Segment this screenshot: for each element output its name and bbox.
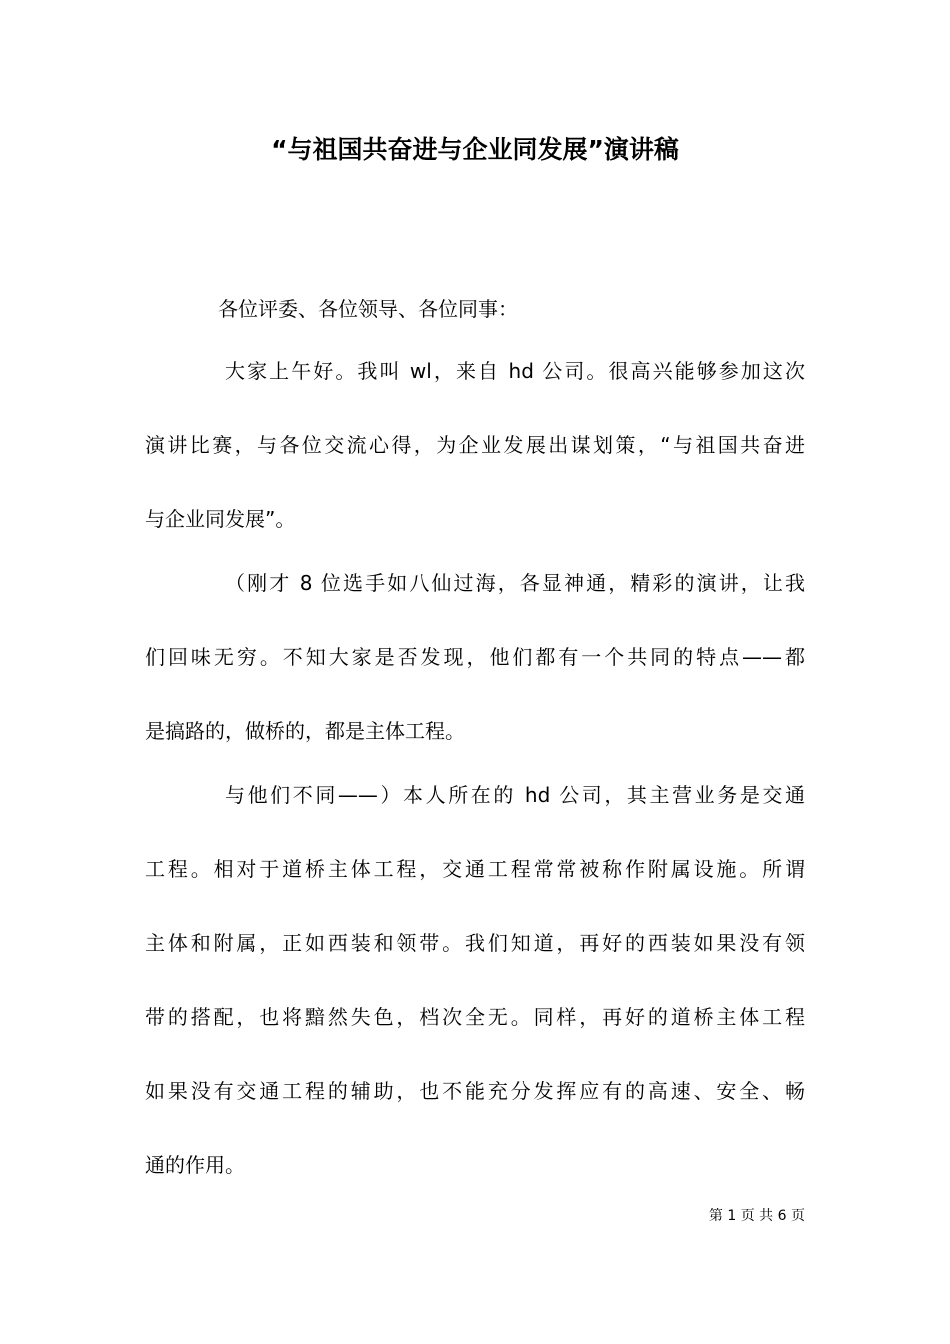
paragraph-line: 工程。相对于道桥主体工程，交通工程常常被称作附属设施。所谓 [145, 857, 805, 881]
paragraph-line: 演讲比赛，与各位交流心得，为企业发展出谋划策，“与祖国共奋进 [145, 433, 805, 457]
salutation: 各位评委、各位领导、各位同事： [218, 297, 518, 321]
paragraph-line: 大家上午好。我叫 wl，来自 hd 公司。很高兴能够参加这次 [225, 359, 805, 383]
paragraph-2 [145, 568, 805, 790]
paragraph-line: 与企业同发展”。 [145, 507, 296, 531]
paragraph-line: 主体和附属，正如西装和领带。我们知道，再好的西装如果没有领 [145, 931, 805, 955]
paragraph-1 [145, 356, 805, 578]
paragraph-line: 如果没有交通工程的辅助，也不能充分发挥应有的高速、安全、畅 [145, 1079, 805, 1103]
document-title: “与祖国共奋进与企业同发展”演讲稿 [271, 135, 679, 164]
paragraph-line: （刚才 8 位选手如八仙过海，各显神通，精彩的演讲，让我 [225, 571, 805, 595]
paragraph-3 [145, 780, 805, 1224]
page-number-footer: 第 1 页 共 6 页 [708, 1208, 805, 1224]
paragraph-line: 们回味无穷。不知大家是否发现，他们都有一个共同的特点——都 [145, 645, 805, 669]
paragraph-line: 通的作用。 [145, 1153, 245, 1177]
paragraph-line: 带的搭配，也将黯然失色，档次全无。同样，再好的道桥主体工程 [145, 1005, 805, 1029]
paragraph-line: 是搞路的，做桥的，都是主体工程。 [145, 719, 465, 743]
paragraph-line: 与他们不同——）本人所在的 hd 公司，其主营业务是交通 [225, 783, 805, 807]
